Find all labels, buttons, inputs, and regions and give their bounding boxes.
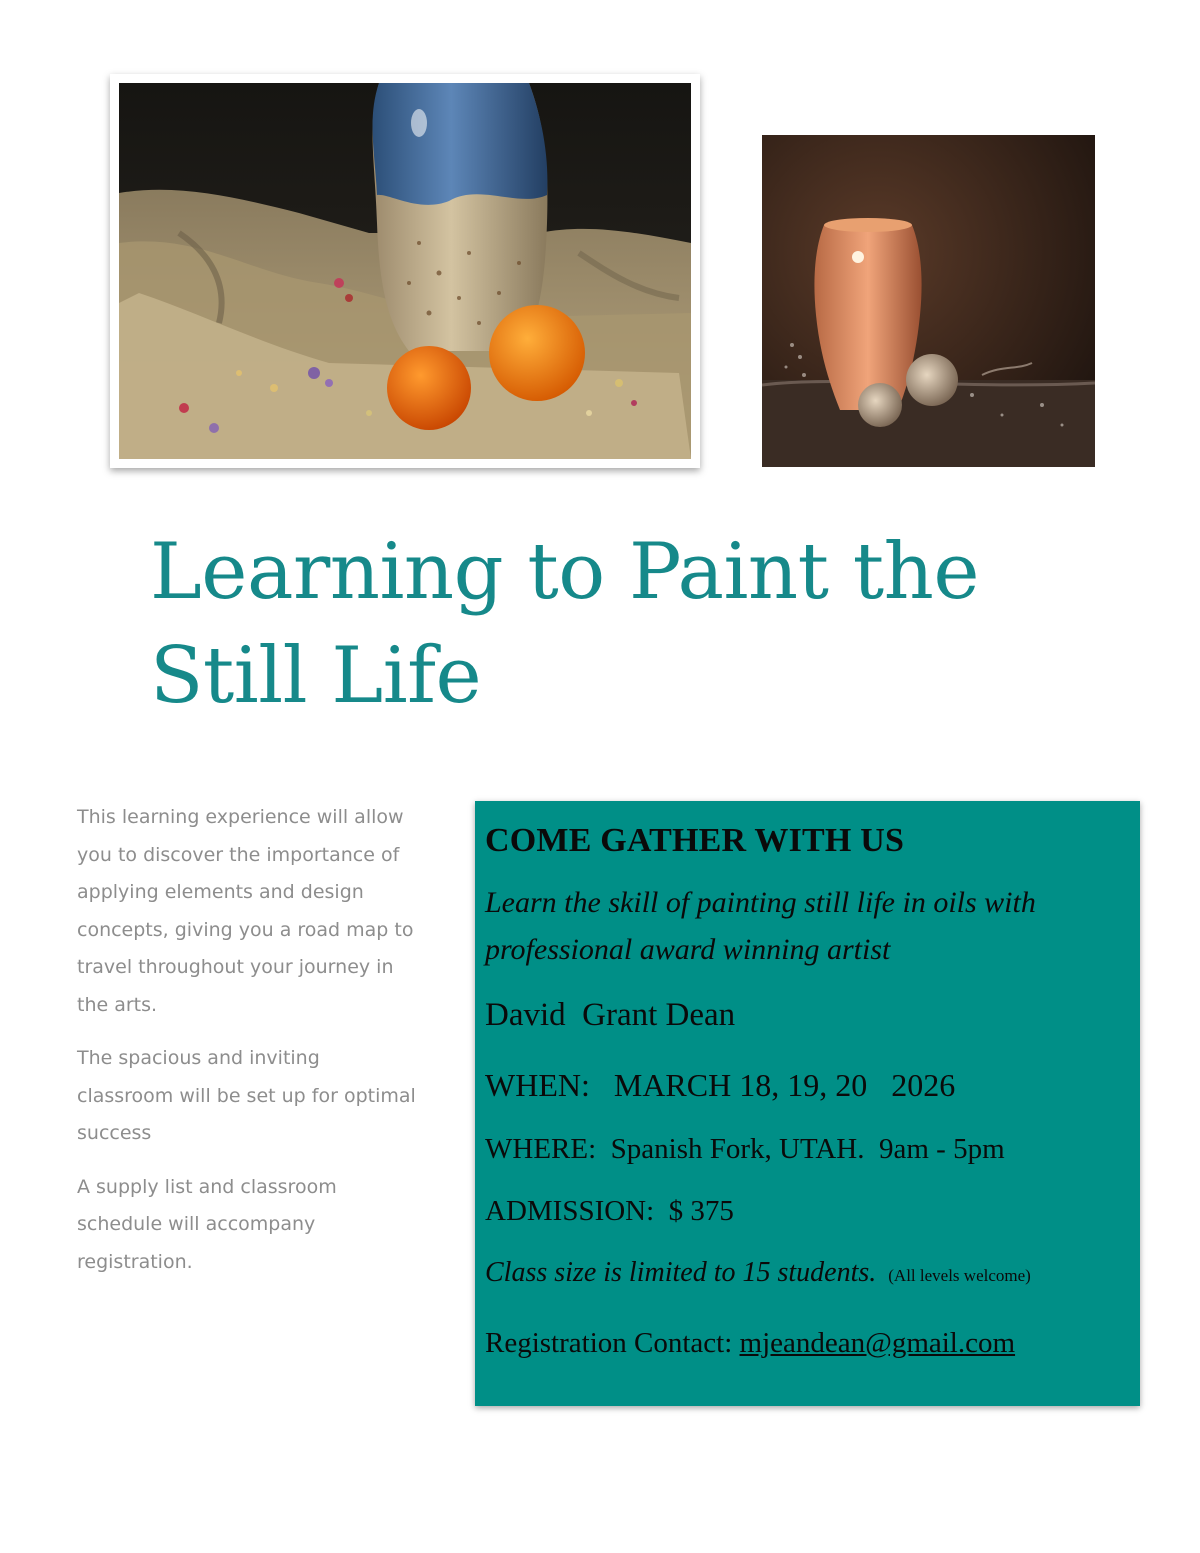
info-class-size	[485, 1247, 1140, 1303]
info-heading: COME GATHER WITH US	[485, 822, 905, 859]
info-admission: ADMISSION: $ 375	[485, 1195, 734, 1227]
info-when: WHEN: MARCH 18, 19, 20 2026	[485, 1067, 956, 1103]
vase-painting	[762, 135, 1095, 467]
contact-email-link[interactable]: mjeandean@gmail.com	[739, 1327, 1016, 1359]
page-title	[150, 520, 1110, 728]
info-tagline: Learn the skill of painting still life in oils with professional award winning artist	[485, 886, 1036, 966]
class-levels-note: (All levels welcome)	[888, 1266, 1031, 1285]
class-size-text: Class size is limited to 15 students.	[485, 1257, 877, 1288]
info-registration-contact	[485, 1317, 1140, 1369]
title-line-1: Learning to Paint the	[150, 527, 980, 617]
info-artist-name: David Grant Dean	[485, 997, 736, 1033]
contact-label: Registration Contact:	[485, 1327, 740, 1359]
description-paragraph-3: A supply list and classroom schedule will accompany registration.	[77, 1175, 337, 1273]
info-where: WHERE: Spanish Fork, UTAH. 9am - 5pm	[485, 1133, 1005, 1165]
description-paragraph-1: This learning experience will allow you to discover the importance of applying elements and design concepts, giving you a road map to travel throughout your journey in the arts.	[77, 806, 414, 1016]
title-line-2: Still Life	[150, 631, 482, 721]
still-life-photo-frame	[110, 74, 700, 468]
event-info-box	[475, 801, 1140, 1406]
description-column	[77, 799, 417, 1297]
description-paragraph-2: The spacious and inviting classroom will be set up for optimal success	[77, 1047, 416, 1144]
still-life-photo	[119, 83, 691, 459]
vase-painting-image	[762, 135, 1095, 467]
